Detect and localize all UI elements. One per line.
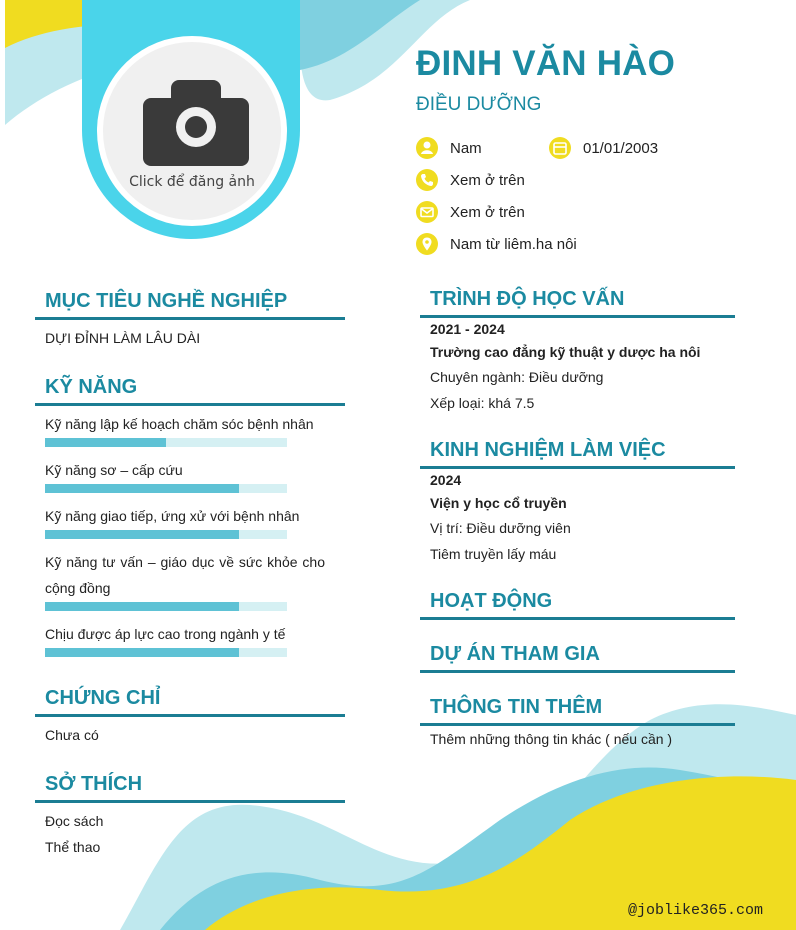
certificates-title: CHỨNG CHỈ [45, 687, 161, 709]
footer-watermark: @joblike365.com [628, 902, 764, 919]
photo-placeholder[interactable] [97, 36, 287, 226]
job-title: ĐIỀU DƯỠNG [416, 94, 542, 115]
section-divider [420, 617, 735, 620]
hobby-item: Thể thao [45, 839, 101, 855]
section-divider [35, 714, 345, 717]
section-divider [420, 670, 735, 673]
experience-task: Tiêm truyền lấy máu [430, 546, 557, 562]
phone-icon [416, 169, 438, 191]
experience-role: Vị trí: Điều dưỡng viên [430, 520, 571, 536]
more-info-text: Thêm những thông tin khác ( nếu cần ) [430, 731, 673, 747]
calendar-icon [549, 137, 571, 159]
hobby-item: Đọc sách [45, 813, 104, 829]
birthday-value: 01/01/2003 [583, 140, 659, 157]
location-icon [416, 233, 438, 255]
education-title: TRÌNH ĐỘ HỌC VẤN [430, 288, 625, 310]
address-value: Nam từ liêm.ha nôi [450, 236, 577, 253]
skills-title: KỸ NĂNG [45, 376, 138, 398]
education-grade: Xếp loại: khá 7.5 [430, 395, 535, 411]
hobbies-title: SỞ THÍCH [45, 773, 143, 795]
skill-label: Chịu được áp lực cao trong ngành y tế [45, 626, 286, 642]
certificates-text: Chưa có [45, 727, 99, 743]
photo-caption: Click để đăng ảnh [129, 174, 255, 190]
skill-label: Kỹ năng giao tiếp, ứng xử với bệnh nhân [45, 508, 300, 524]
section-divider [35, 800, 345, 803]
objective-title: MỤC TIÊU NGHỀ NGHIỆP [45, 290, 288, 312]
section-divider [420, 466, 735, 469]
section-divider [35, 317, 345, 320]
skill-bar [45, 484, 287, 493]
skill-label: Kỹ năng lập kế hoạch chăm sóc bệnh nhân [45, 416, 314, 432]
email-value: Xem ở trên [450, 204, 525, 221]
gender-value: Nam [450, 140, 482, 157]
activities-title: HOẠT ĐỘNG [430, 590, 553, 612]
section-divider [35, 403, 345, 406]
education-school: Trường cao đẳng kỹ thuật y dược ha nôi [430, 344, 701, 360]
education-major: Chuyên ngành: Điều dưỡng [430, 369, 604, 385]
section-divider [420, 315, 735, 318]
user-icon [416, 137, 438, 159]
skill-label: Kỹ năng tư vấn – giáo dục về sức khỏe cho cộng đồng [45, 554, 325, 596]
phone-value: Xem ở trên [450, 172, 525, 189]
candidate-name: ĐINH VĂN HÀO [416, 44, 676, 83]
skill-label: Kỹ năng sơ – cấp cứu [45, 462, 183, 478]
more-info-title: THÔNG TIN THÊM [430, 696, 603, 718]
skill-bar [45, 602, 287, 611]
experience-year: 2024 [430, 472, 462, 488]
projects-title: DỰ ÁN THAM GIA [430, 643, 600, 665]
skill-bar [45, 648, 287, 657]
email-icon [416, 201, 438, 223]
skill-bar [45, 438, 287, 447]
experience-company: Viện y học cổ truyền [430, 495, 567, 511]
objective-text: DỰI ĐỈNH LÀM LÂU DÀI [45, 330, 201, 346]
section-divider [420, 723, 735, 726]
skill-bar [45, 530, 287, 539]
education-period: 2021 - 2024 [430, 321, 505, 337]
experience-title: KINH NGHIỆM LÀM VIỆC [430, 439, 666, 461]
